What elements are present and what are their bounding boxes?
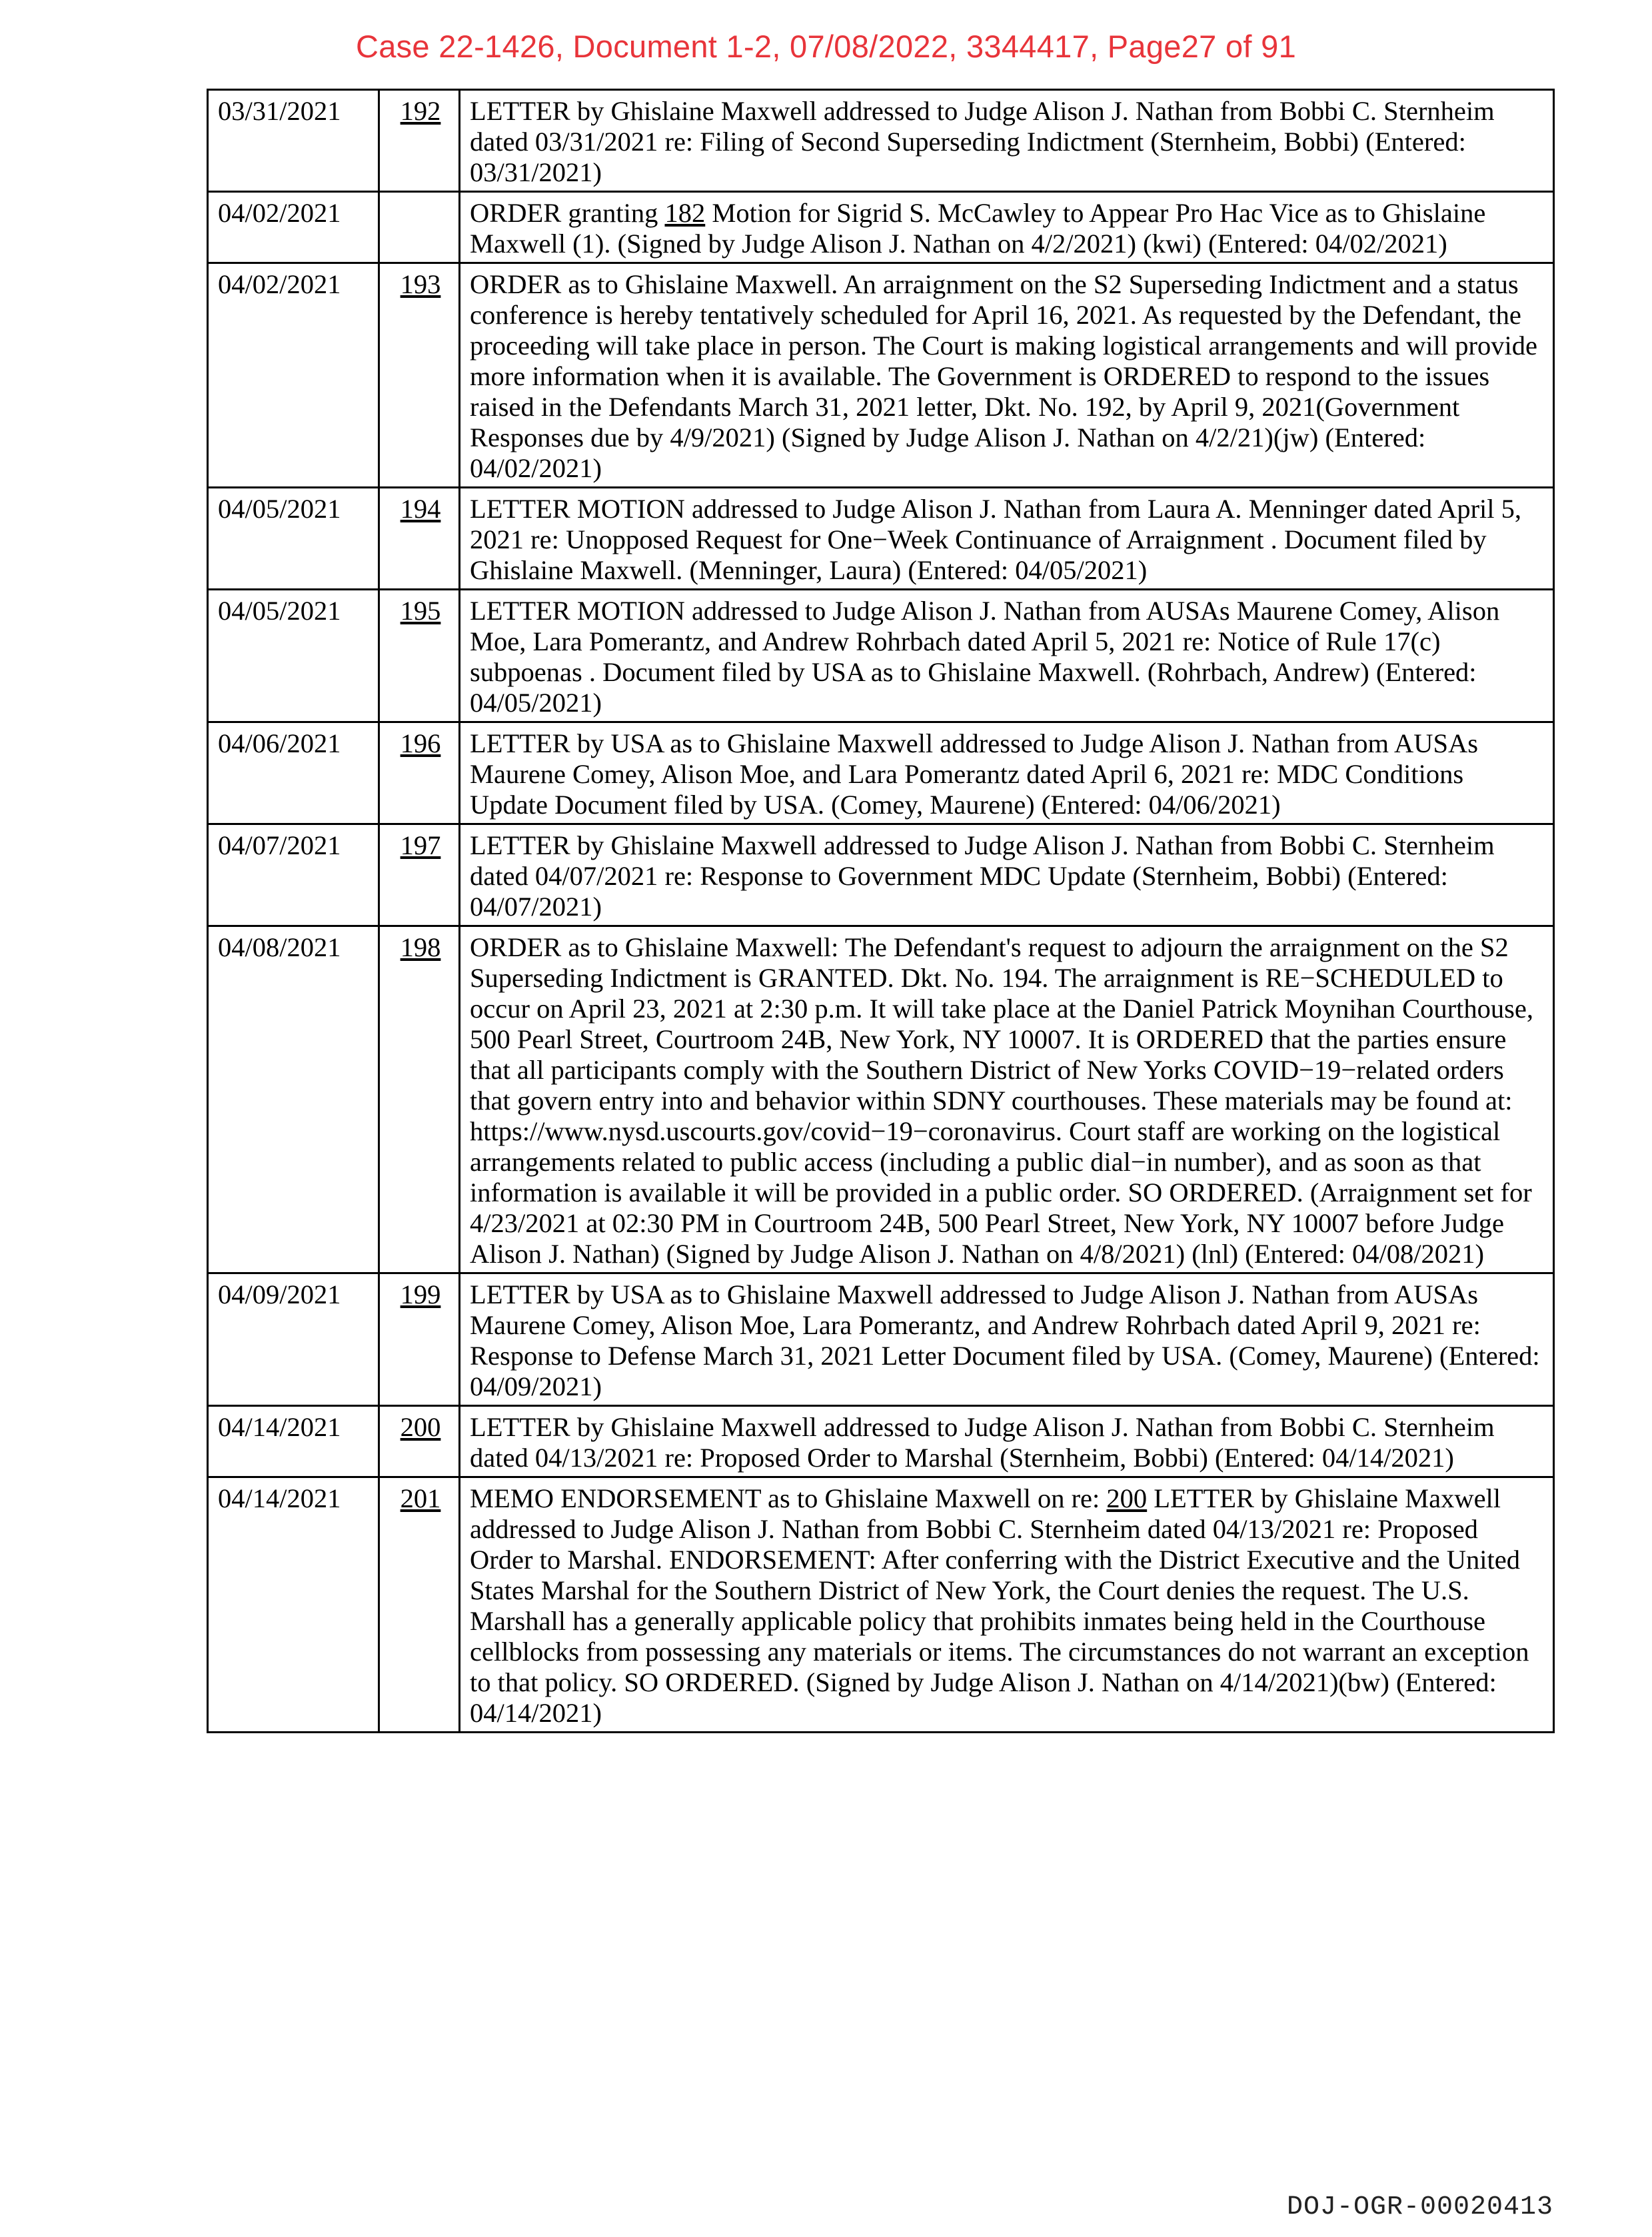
entry-number-cell <box>379 590 460 722</box>
table-row <box>208 263 1554 488</box>
entry-date: 04/05/2021 <box>208 590 379 722</box>
entry-date: 03/31/2021 <box>208 90 379 192</box>
entry-number-cell <box>379 1477 460 1733</box>
entry-number-link[interactable]: 192 <box>400 96 441 126</box>
entry-text: ORDER as to Ghislaine Maxwell. An arraignment on the S2 Superseding Indictment and a status conference is hereby tentatively scheduled for April 16, 2021. As requested by the Defendant, the proceeding will take place in person. The Court is making logistical arrangements and will provide more information when it is available. The Government is ORDERED to respond to the issues raised in the Defendants March 31, 2021 letter, Dkt. No. 192, by April 9, 2021(Government Responses due by 4/9/2021) (Signed by Judge Alison J. Nathan on 4/2/21)(jw) (Entered: 04/02/2021) <box>460 263 1554 488</box>
table-row <box>208 1406 1554 1477</box>
entry-ref-link[interactable]: 200 <box>1106 1483 1148 1513</box>
entry-number-cell <box>379 722 460 824</box>
entry-date: 04/05/2021 <box>208 488 379 590</box>
entry-text: LETTER by Ghislaine Maxwell addressed to Judge Alison J. Nathan from Bobbi C. Sternheim dated 04/13/2021 re: Proposed Order to Marshal (Sternheim, Bobbi) (Entered: 04/14/2021) <box>460 1406 1554 1477</box>
entry-text: LETTER MOTION addressed to Judge Alison J. Nathan from Laura A. Menninger dated April 5, 2021 re: Unopposed Request for One−Week Continuance of Arraignment . Document filed by Ghislaine Maxwell. (Menninger, Laura) (Entered: 04/05/2021) <box>460 488 1554 590</box>
entry-date: 04/14/2021 <box>208 1406 379 1477</box>
entry-text-before: MEMO ENDORSEMENT as to Ghislaine Maxwell on re: <box>470 1483 1107 1513</box>
entry-date: 04/09/2021 <box>208 1273 379 1406</box>
table-row <box>208 926 1554 1273</box>
entry-date: 04/08/2021 <box>208 926 379 1273</box>
entry-date: 04/06/2021 <box>208 722 379 824</box>
entry-text: LETTER by Ghislaine Maxwell addressed to Judge Alison J. Nathan from Bobbi C. Sternheim dated 03/31/2021 re: Filing of Second Superseding Indictment (Sternheim, Bobbi) (Entered: 03/31/2021) <box>460 90 1554 192</box>
entry-number-link[interactable]: 195 <box>400 596 441 626</box>
case-header: Case 22-1426, Document 1-2, 07/08/2022, 3344417, Page27 of 91 <box>355 29 1297 64</box>
entry-text <box>460 1477 1554 1733</box>
entry-number-link[interactable]: 200 <box>400 1412 441 1442</box>
table-row <box>208 590 1554 722</box>
table-row <box>208 90 1554 192</box>
entry-text: ORDER as to Ghislaine Maxwell: The Defendant's request to adjourn the arraignment on the S2 Superseding Indictment is GRANTED. Dkt. No. 194. The arraignment is RE−SCHEDULED to occur on April 23, 2021 at 2:30 p.m. It will take place at the Daniel Patrick Moynihan Courthouse, 500 Pearl Street, Courtroom 24B, New York, NY 10007. It is ORDERED that the parties ensure that all participants comply with the Southern District of New Yorks COVID−19−related orders that govern entry into and behavior within SDNY courthouses. These materials may be found at: https://www.nysd.uscourts.gov/covid−19−coronavirus. Court staff are working on the logistical arrangements related to public access (including a public dial−in number), and as soon as that information is available it will be provided in a public order. SO ORDERED. (Arraignment set for 4/23/2021 at 02:30 PM in Courtroom 24B, 500 Pearl Street, New York, NY 10007 before Judge Alison J. Nathan) (Signed by Judge Alison J. Nathan on 4/8/2021) (lnl) (Entered: 04/08/2021) <box>460 926 1554 1273</box>
entry-date: 04/02/2021 <box>208 192 379 263</box>
table-row <box>208 488 1554 590</box>
bates-number: DOJ-OGR-00020413 <box>1287 2192 1554 2222</box>
entry-number-link[interactable]: 199 <box>400 1279 441 1309</box>
entry-date: 04/14/2021 <box>208 1477 379 1733</box>
entry-number-link[interactable]: 193 <box>400 269 441 299</box>
entry-number-cell <box>379 824 460 926</box>
entry-text-after: Motion for Sigrid S. McCawley to Appear Pro Hac Vice as to Ghislaine Maxwell (1). (Signed by Judge Alison J. Nathan on 4/2/2021) (kwi) (Entered: 04/02/2021) <box>470 198 1486 259</box>
entry-number-cell <box>379 263 460 488</box>
table-row <box>208 192 1554 263</box>
entry-number-cell <box>379 192 460 263</box>
table-row <box>208 824 1554 926</box>
entry-number-link[interactable]: 197 <box>400 830 441 860</box>
entry-number-cell <box>379 90 460 192</box>
entry-number-cell <box>379 1273 460 1406</box>
table-row <box>208 722 1554 824</box>
entry-text: LETTER MOTION addressed to Judge Alison J. Nathan from AUSAs Maurene Comey, Alison Moe, Lara Pomerantz, and Andrew Rohrbach dated April 5, 2021 re: Notice of Rule 17(c) subpoenas . Document filed by USA as to Ghislaine Maxwell. (Rohrbach, Andrew) (Entered: 04/05/2021) <box>460 590 1554 722</box>
table-row <box>208 1477 1554 1733</box>
entry-number-cell <box>379 1406 460 1477</box>
entry-text: LETTER by USA as to Ghislaine Maxwell addressed to Judge Alison J. Nathan from AUSAs Maurene Comey, Alison Moe, Lara Pomerantz, and Andrew Rohrbach dated April 9, 2021 re: Response to Defense March 31, 2021 Letter Document filed by USA. (Comey, Maurene) (Entered: 04/09/2021) <box>460 1273 1554 1406</box>
entry-number-cell <box>379 488 460 590</box>
entry-text-after: LETTER by Ghislaine Maxwell addressed to Judge Alison J. Nathan from Bobbi C. Sternheim dated 04/13/2021 re: Proposed Order to Marshal. ENDORSEMENT: After conferring with the District Executive and the United States Marshal for the Southern District of New York, the Court denies the request. The U.S. Marshall has a generally applicable policy that prohibits inmates being held in the Courthouse cellblocks from possessing any materials or items. The circumstances do not warrant an exception to that policy. SO ORDERED. (Signed by Judge Alison J. Nathan on 4/14/2021)(bw) (Entered: 04/14/2021) <box>470 1483 1529 1728</box>
entry-text: LETTER by USA as to Ghislaine Maxwell addressed to Judge Alison J. Nathan from AUSAs Maurene Comey, Alison Moe, and Lara Pomerantz dated April 6, 2021 re: MDC Conditions Update Document filed by USA. (Comey, Maurene) (Entered: 04/06/2021) <box>460 722 1554 824</box>
entry-number-link[interactable]: 201 <box>400 1483 441 1513</box>
entry-date: 04/07/2021 <box>208 824 379 926</box>
entry-text: LETTER by Ghislaine Maxwell addressed to Judge Alison J. Nathan from Bobbi C. Sternheim dated 04/07/2021 re: Response to Government MDC Update (Sternheim, Bobbi) (Entered: 04/07/2021) <box>460 824 1554 926</box>
table-row <box>208 1273 1554 1406</box>
entry-text-before: ORDER granting <box>470 198 665 228</box>
entry-text <box>460 192 1554 263</box>
entry-number-cell <box>379 926 460 1273</box>
entry-number-link[interactable]: 194 <box>400 494 441 524</box>
entry-number-link[interactable]: 196 <box>400 728 441 758</box>
entry-date: 04/02/2021 <box>208 263 379 488</box>
docket-table <box>207 89 1555 1733</box>
entry-ref-link[interactable]: 182 <box>664 198 706 228</box>
entry-number-link[interactable]: 198 <box>400 932 441 962</box>
